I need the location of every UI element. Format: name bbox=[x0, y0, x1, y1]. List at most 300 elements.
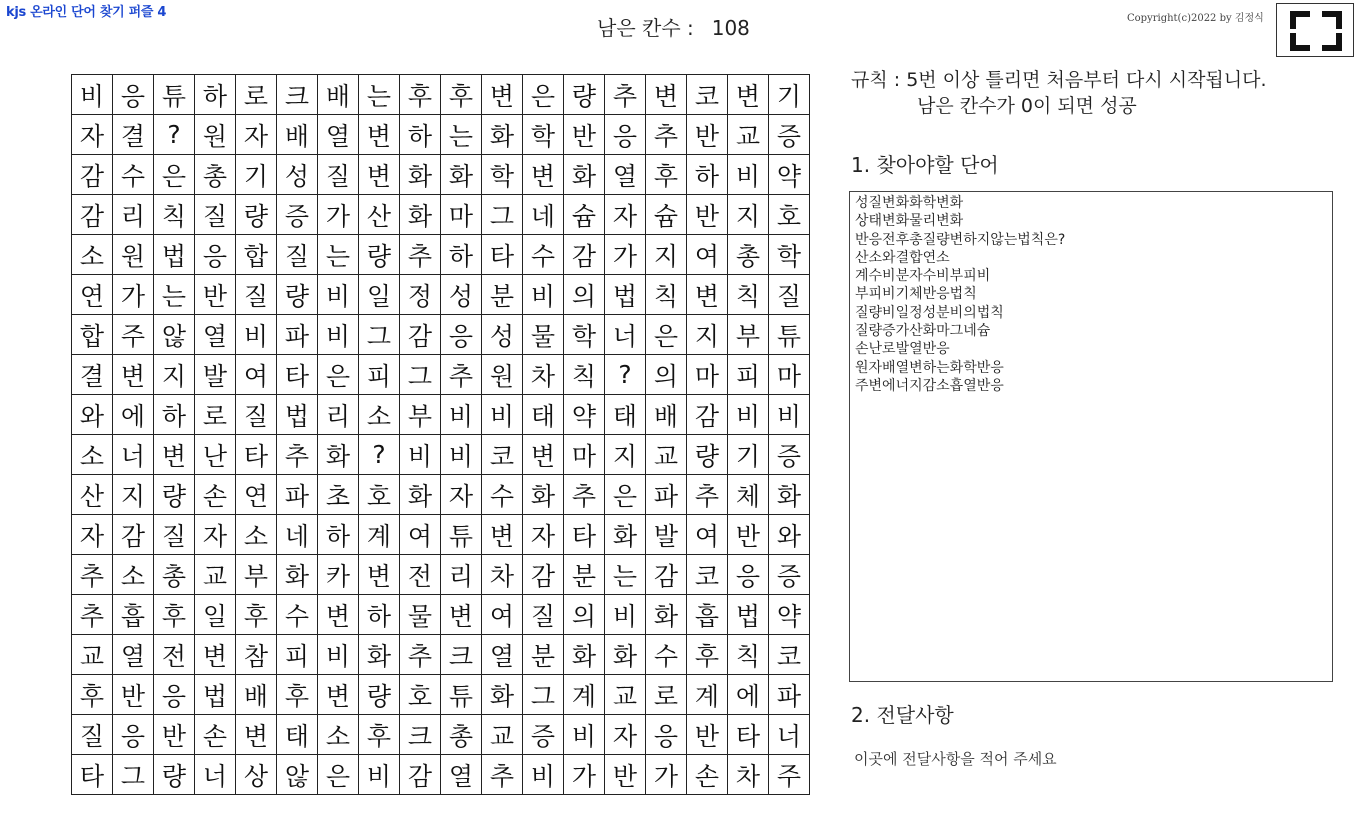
grid-cell[interactable]: 비 bbox=[359, 755, 400, 795]
grid-cell[interactable]: 그 bbox=[400, 355, 441, 395]
grid-cell[interactable]: 화 bbox=[400, 475, 441, 515]
grid-cell[interactable]: 칙 bbox=[728, 635, 769, 675]
grid-cell[interactable]: 추 bbox=[400, 635, 441, 675]
grid-cell[interactable]: 배 bbox=[318, 75, 359, 115]
grid-cell[interactable]: 발 bbox=[195, 355, 236, 395]
grid-cell[interactable]: 차 bbox=[482, 555, 523, 595]
grid-cell[interactable]: 반 bbox=[564, 115, 605, 155]
grid-cell[interactable]: 화 bbox=[400, 155, 441, 195]
grid-cell[interactable]: 질 bbox=[277, 235, 318, 275]
grid-cell[interactable]: 응 bbox=[113, 75, 154, 115]
grid-cell[interactable]: 발 bbox=[646, 515, 687, 555]
grid-cell[interactable]: 마 bbox=[769, 355, 810, 395]
grid-cell[interactable]: 비 bbox=[769, 395, 810, 435]
grid-cell[interactable]: 교 bbox=[605, 675, 646, 715]
grid-cell[interactable]: 지 bbox=[646, 235, 687, 275]
grid-cell[interactable]: ? bbox=[154, 115, 195, 155]
grid-cell[interactable]: 교 bbox=[195, 555, 236, 595]
grid-cell[interactable]: 마 bbox=[687, 355, 728, 395]
grid-cell[interactable]: 약 bbox=[564, 395, 605, 435]
grid-cell[interactable]: 전 bbox=[154, 635, 195, 675]
grid-cell[interactable]: 비 bbox=[318, 635, 359, 675]
grid-cell[interactable]: 추 bbox=[400, 235, 441, 275]
grid-cell[interactable]: 변 bbox=[318, 675, 359, 715]
grid-cell[interactable]: 화 bbox=[605, 515, 646, 555]
grid-cell[interactable]: 반 bbox=[154, 715, 195, 755]
grid-cell[interactable]: 반 bbox=[687, 715, 728, 755]
grid-cell[interactable]: 너 bbox=[195, 755, 236, 795]
grid-cell[interactable]: 량 bbox=[564, 75, 605, 115]
grid-cell[interactable]: 하 bbox=[441, 235, 482, 275]
grid-cell[interactable]: 변 bbox=[195, 635, 236, 675]
grid-cell[interactable]: 튜 bbox=[769, 315, 810, 355]
grid-cell[interactable]: 연 bbox=[72, 275, 113, 315]
grid-cell[interactable]: 호 bbox=[359, 475, 400, 515]
grid-cell[interactable]: 자 bbox=[441, 475, 482, 515]
grid-cell[interactable]: 않 bbox=[277, 755, 318, 795]
grid-cell[interactable]: 의 bbox=[646, 355, 687, 395]
grid-cell[interactable]: 추 bbox=[72, 595, 113, 635]
grid-cell[interactable]: 수 bbox=[482, 475, 523, 515]
grid-cell[interactable]: 배 bbox=[236, 675, 277, 715]
grid-cell[interactable]: 량 bbox=[687, 435, 728, 475]
grid-cell[interactable]: 질 bbox=[154, 515, 195, 555]
grid-cell[interactable]: 응 bbox=[728, 555, 769, 595]
grid-cell[interactable]: 피 bbox=[728, 355, 769, 395]
grid-cell[interactable]: 비 bbox=[441, 395, 482, 435]
grid-cell[interactable]: 손 bbox=[195, 715, 236, 755]
grid-cell[interactable]: 소 bbox=[318, 715, 359, 755]
grid-cell[interactable]: 소 bbox=[359, 395, 400, 435]
grid-cell[interactable]: 연 bbox=[236, 475, 277, 515]
grid-cell[interactable]: 원 bbox=[113, 235, 154, 275]
grid-cell[interactable]: 추 bbox=[441, 355, 482, 395]
grid-cell[interactable]: 수 bbox=[646, 635, 687, 675]
grid-cell[interactable]: 파 bbox=[769, 675, 810, 715]
grid-cell[interactable]: 성 bbox=[441, 275, 482, 315]
grid-cell[interactable]: 슘 bbox=[564, 195, 605, 235]
grid-cell[interactable]: ? bbox=[605, 355, 646, 395]
grid-cell[interactable]: 않 bbox=[154, 315, 195, 355]
grid-cell[interactable]: 슘 bbox=[646, 195, 687, 235]
grid-cell[interactable]: 하 bbox=[318, 515, 359, 555]
grid-cell[interactable]: 피 bbox=[359, 355, 400, 395]
grid-cell[interactable]: 리 bbox=[318, 395, 359, 435]
grid-cell[interactable]: 변 bbox=[646, 75, 687, 115]
grid-cell[interactable]: 자 bbox=[72, 115, 113, 155]
grid-cell[interactable]: 배 bbox=[646, 395, 687, 435]
grid-cell[interactable]: 응 bbox=[605, 115, 646, 155]
grid-cell[interactable]: 학 bbox=[769, 235, 810, 275]
grid-cell[interactable]: 부 bbox=[400, 395, 441, 435]
grid-cell[interactable]: 반 bbox=[605, 755, 646, 795]
grid-cell[interactable]: 열 bbox=[113, 635, 154, 675]
grid-cell[interactable]: 화 bbox=[482, 675, 523, 715]
grid-cell[interactable]: 변 bbox=[236, 715, 277, 755]
grid-cell[interactable]: 튜 bbox=[154, 75, 195, 115]
grid-cell[interactable]: 지 bbox=[605, 435, 646, 475]
grid-cell[interactable]: 변 bbox=[728, 75, 769, 115]
grid-cell[interactable]: 초 bbox=[318, 475, 359, 515]
grid-cell[interactable]: 튜 bbox=[441, 515, 482, 555]
grid-cell[interactable]: 화 bbox=[605, 635, 646, 675]
grid-cell[interactable]: 코 bbox=[482, 435, 523, 475]
grid-cell[interactable]: 칙 bbox=[728, 275, 769, 315]
grid-cell[interactable]: 화 bbox=[523, 475, 564, 515]
grid-cell[interactable]: 원 bbox=[482, 355, 523, 395]
grid-cell[interactable]: 법 bbox=[277, 395, 318, 435]
grid-cell[interactable]: 파 bbox=[277, 315, 318, 355]
grid-cell[interactable]: 교 bbox=[482, 715, 523, 755]
grid-cell[interactable]: 리 bbox=[113, 195, 154, 235]
grid-cell[interactable]: 반 bbox=[113, 675, 154, 715]
grid-cell[interactable]: 는 bbox=[441, 115, 482, 155]
grid-cell[interactable]: 결 bbox=[72, 355, 113, 395]
grid-cell[interactable]: 결 bbox=[113, 115, 154, 155]
grid-cell[interactable]: 감 bbox=[523, 555, 564, 595]
grid-cell[interactable]: 비 bbox=[236, 315, 277, 355]
grid-cell[interactable]: 후 bbox=[277, 675, 318, 715]
grid-cell[interactable]: 화 bbox=[564, 155, 605, 195]
grid-cell[interactable]: 호 bbox=[769, 195, 810, 235]
grid-cell[interactable]: 참 bbox=[236, 635, 277, 675]
grid-cell[interactable]: 화 bbox=[318, 435, 359, 475]
grid-cell[interactable]: 크 bbox=[277, 75, 318, 115]
fullscreen-button[interactable] bbox=[1276, 3, 1354, 57]
grid-cell[interactable]: 분 bbox=[564, 555, 605, 595]
grid-cell[interactable]: 후 bbox=[154, 595, 195, 635]
grid-cell[interactable]: 감 bbox=[72, 195, 113, 235]
grid-cell[interactable]: 손 bbox=[687, 755, 728, 795]
grid-cell[interactable]: 질 bbox=[236, 275, 277, 315]
grid-cell[interactable]: 감 bbox=[400, 755, 441, 795]
grid-cell[interactable]: 일 bbox=[195, 595, 236, 635]
grid-cell[interactable]: 가 bbox=[646, 755, 687, 795]
grid-cell[interactable]: 분 bbox=[523, 635, 564, 675]
grid-cell[interactable]: 는 bbox=[154, 275, 195, 315]
grid-cell[interactable]: 가 bbox=[113, 275, 154, 315]
grid-cell[interactable]: 타 bbox=[236, 435, 277, 475]
grid-cell[interactable]: 자 bbox=[605, 195, 646, 235]
grid-cell[interactable]: 태 bbox=[523, 395, 564, 435]
grid-cell[interactable]: 화 bbox=[400, 195, 441, 235]
grid-cell[interactable]: 감 bbox=[646, 555, 687, 595]
grid-cell[interactable]: 지 bbox=[113, 475, 154, 515]
grid-cell[interactable]: 성 bbox=[482, 315, 523, 355]
grid-cell[interactable]: 는 bbox=[318, 235, 359, 275]
grid-cell[interactable]: 감 bbox=[564, 235, 605, 275]
grid-cell[interactable]: 하 bbox=[687, 155, 728, 195]
grid-cell[interactable]: 여 bbox=[236, 355, 277, 395]
grid-cell[interactable]: 열 bbox=[605, 155, 646, 195]
grid-cell[interactable]: 증 bbox=[769, 555, 810, 595]
grid-cell[interactable]: 후 bbox=[72, 675, 113, 715]
grid-cell[interactable]: 튜 bbox=[441, 675, 482, 715]
grid-cell[interactable]: 반 bbox=[728, 515, 769, 555]
grid-cell[interactable]: 질 bbox=[195, 195, 236, 235]
grid-cell[interactable]: 교 bbox=[728, 115, 769, 155]
grid-cell[interactable]: 열 bbox=[318, 115, 359, 155]
grid-cell[interactable]: 교 bbox=[646, 435, 687, 475]
grid-cell[interactable]: 타 bbox=[728, 715, 769, 755]
grid-cell[interactable]: 지 bbox=[154, 355, 195, 395]
grid-cell[interactable]: 량 bbox=[359, 235, 400, 275]
grid-cell[interactable]: 감 bbox=[113, 515, 154, 555]
grid-cell[interactable]: 계 bbox=[359, 515, 400, 555]
grid-cell[interactable]: 가 bbox=[605, 235, 646, 275]
grid-cell[interactable]: 체 bbox=[728, 475, 769, 515]
grid-cell[interactable]: 합 bbox=[72, 315, 113, 355]
grid-cell[interactable]: 변 bbox=[523, 435, 564, 475]
grid-cell[interactable]: 총 bbox=[154, 555, 195, 595]
grid-cell[interactable]: 그 bbox=[113, 755, 154, 795]
grid-cell[interactable]: 자 bbox=[523, 515, 564, 555]
grid-cell[interactable]: 화 bbox=[646, 595, 687, 635]
grid-cell[interactable]: 분 bbox=[482, 275, 523, 315]
grid-cell[interactable]: 후 bbox=[359, 715, 400, 755]
grid-cell[interactable]: 수 bbox=[113, 155, 154, 195]
grid-cell[interactable]: 하 bbox=[400, 115, 441, 155]
grid-cell[interactable]: 너 bbox=[113, 435, 154, 475]
grid-cell[interactable]: 응 bbox=[195, 235, 236, 275]
grid-cell[interactable]: 하 bbox=[359, 595, 400, 635]
grid-cell[interactable]: 기 bbox=[236, 155, 277, 195]
grid-cell[interactable]: 추 bbox=[72, 555, 113, 595]
grid-cell[interactable]: 타 bbox=[72, 755, 113, 795]
grid-cell[interactable]: 감 bbox=[687, 395, 728, 435]
grid-cell[interactable]: 타 bbox=[564, 515, 605, 555]
grid-cell[interactable]: 추 bbox=[646, 115, 687, 155]
grid-cell[interactable]: 여 bbox=[400, 515, 441, 555]
grid-cell[interactable]: 자 bbox=[236, 115, 277, 155]
grid-cell[interactable]: 흡 bbox=[113, 595, 154, 635]
grid-cell[interactable]: 부 bbox=[236, 555, 277, 595]
grid-cell[interactable]: 변 bbox=[482, 75, 523, 115]
grid-cell[interactable]: 물 bbox=[523, 315, 564, 355]
grid-cell[interactable]: 증 bbox=[769, 435, 810, 475]
grid-cell[interactable]: 변 bbox=[318, 595, 359, 635]
grid-cell[interactable]: 반 bbox=[687, 195, 728, 235]
grid-cell[interactable]: 칙 bbox=[564, 355, 605, 395]
grid-cell[interactable]: 소 bbox=[113, 555, 154, 595]
grid-cell[interactable]: 일 bbox=[359, 275, 400, 315]
grid-cell[interactable]: 코 bbox=[687, 75, 728, 115]
grid-cell[interactable]: 변 bbox=[523, 155, 564, 195]
grid-cell[interactable]: 여 bbox=[687, 235, 728, 275]
grid-cell[interactable]: 소 bbox=[236, 515, 277, 555]
grid-cell[interactable]: 비 bbox=[564, 715, 605, 755]
grid-cell[interactable]: 원 bbox=[195, 115, 236, 155]
grid-cell[interactable]: 마 bbox=[564, 435, 605, 475]
grid-cell[interactable]: 비 bbox=[605, 595, 646, 635]
grid-cell[interactable]: 응 bbox=[154, 675, 195, 715]
grid-cell[interactable]: 후 bbox=[646, 155, 687, 195]
grid-cell[interactable]: 자 bbox=[605, 715, 646, 755]
grid-cell[interactable]: 호 bbox=[400, 675, 441, 715]
grid-cell[interactable]: 량 bbox=[359, 675, 400, 715]
grid-cell[interactable]: 변 bbox=[687, 275, 728, 315]
grid-cell[interactable]: 총 bbox=[441, 715, 482, 755]
grid-cell[interactable]: 하 bbox=[195, 75, 236, 115]
grid-cell[interactable]: 수 bbox=[277, 595, 318, 635]
grid-cell[interactable]: 반 bbox=[687, 115, 728, 155]
grid-cell[interactable]: 비 bbox=[318, 315, 359, 355]
grid-cell[interactable]: 합 bbox=[236, 235, 277, 275]
grid-cell[interactable]: 화 bbox=[277, 555, 318, 595]
grid-cell[interactable]: 소 bbox=[72, 435, 113, 475]
grid-cell[interactable]: 난 bbox=[195, 435, 236, 475]
grid-cell[interactable]: 교 bbox=[72, 635, 113, 675]
grid-cell[interactable]: 총 bbox=[728, 235, 769, 275]
grid-cell[interactable]: 은 bbox=[605, 475, 646, 515]
grid-cell[interactable]: 감 bbox=[72, 155, 113, 195]
grid-cell[interactable]: 후 bbox=[441, 75, 482, 115]
grid-cell[interactable]: 자 bbox=[195, 515, 236, 555]
grid-cell[interactable]: 변 bbox=[441, 595, 482, 635]
grid-cell[interactable]: 그 bbox=[359, 315, 400, 355]
grid-cell[interactable]: 흡 bbox=[687, 595, 728, 635]
grid-cell[interactable]: 은 bbox=[646, 315, 687, 355]
grid-cell[interactable]: 량 bbox=[277, 275, 318, 315]
grid-cell[interactable]: 후 bbox=[236, 595, 277, 635]
grid-cell[interactable]: 차 bbox=[523, 355, 564, 395]
grid-cell[interactable]: 하 bbox=[154, 395, 195, 435]
grid-cell[interactable]: 물 bbox=[400, 595, 441, 635]
grid-cell[interactable]: 증 bbox=[523, 715, 564, 755]
grid-cell[interactable]: 리 bbox=[441, 555, 482, 595]
grid-cell[interactable]: 로 bbox=[195, 395, 236, 435]
grid-cell[interactable]: 성 bbox=[277, 155, 318, 195]
grid-cell[interactable]: 량 bbox=[236, 195, 277, 235]
grid-cell[interactable]: 약 bbox=[769, 595, 810, 635]
grid-cell[interactable]: 열 bbox=[441, 755, 482, 795]
grid-cell[interactable]: 학 bbox=[482, 155, 523, 195]
grid-cell[interactable]: 카 bbox=[318, 555, 359, 595]
grid-cell[interactable]: 코 bbox=[769, 635, 810, 675]
grid-cell[interactable]: 응 bbox=[646, 715, 687, 755]
grid-cell[interactable]: 비 bbox=[523, 275, 564, 315]
grid-cell[interactable]: 후 bbox=[687, 635, 728, 675]
grid-cell[interactable]: 태 bbox=[605, 395, 646, 435]
grid-cell[interactable]: 와 bbox=[769, 515, 810, 555]
grid-cell[interactable]: 약 bbox=[769, 155, 810, 195]
grid-cell[interactable]: 부 bbox=[728, 315, 769, 355]
grid-cell[interactable]: 소 bbox=[72, 235, 113, 275]
grid-cell[interactable]: 자 bbox=[72, 515, 113, 555]
grid-cell[interactable]: 타 bbox=[482, 235, 523, 275]
grid-cell[interactable]: 비 bbox=[728, 395, 769, 435]
grid-cell[interactable]: 주 bbox=[113, 315, 154, 355]
grid-cell[interactable]: 비 bbox=[523, 755, 564, 795]
grid-cell[interactable]: 는 bbox=[359, 75, 400, 115]
grid-cell[interactable]: 비 bbox=[441, 435, 482, 475]
grid-cell[interactable]: 변 bbox=[359, 555, 400, 595]
grid-cell[interactable]: 변 bbox=[154, 435, 195, 475]
grid-cell[interactable]: 반 bbox=[195, 275, 236, 315]
grid-cell[interactable]: 태 bbox=[277, 715, 318, 755]
grid-cell[interactable]: 추 bbox=[277, 435, 318, 475]
grid-cell[interactable]: 칙 bbox=[154, 195, 195, 235]
grid-cell[interactable]: 비 bbox=[72, 75, 113, 115]
grid-cell[interactable]: 는 bbox=[605, 555, 646, 595]
grid-cell[interactable]: 산 bbox=[359, 195, 400, 235]
grid-cell[interactable]: 응 bbox=[441, 315, 482, 355]
grid-cell[interactable]: 화 bbox=[441, 155, 482, 195]
grid-cell[interactable]: 증 bbox=[277, 195, 318, 235]
grid-cell[interactable]: 계 bbox=[564, 675, 605, 715]
grid-cell[interactable]: 기 bbox=[769, 75, 810, 115]
grid-cell[interactable]: 크 bbox=[400, 715, 441, 755]
grid-cell[interactable]: 추 bbox=[605, 75, 646, 115]
grid-cell[interactable]: 로 bbox=[646, 675, 687, 715]
grid-cell[interactable]: 와 bbox=[72, 395, 113, 435]
grid-cell[interactable]: 산 bbox=[72, 475, 113, 515]
grid-cell[interactable]: 감 bbox=[400, 315, 441, 355]
grid-cell[interactable]: 추 bbox=[564, 475, 605, 515]
grid-cell[interactable]: 기 bbox=[728, 435, 769, 475]
grid-cell[interactable]: 지 bbox=[728, 195, 769, 235]
grid-cell[interactable]: 여 bbox=[687, 515, 728, 555]
grid-cell[interactable]: 법 bbox=[154, 235, 195, 275]
grid-cell[interactable]: 너 bbox=[605, 315, 646, 355]
grid-cell[interactable]: 비 bbox=[728, 155, 769, 195]
grid-cell[interactable]: 변 bbox=[482, 515, 523, 555]
grid-cell[interactable]: 질 bbox=[769, 275, 810, 315]
grid-cell[interactable]: 법 bbox=[605, 275, 646, 315]
grid-cell[interactable]: 비 bbox=[482, 395, 523, 435]
grid-cell[interactable]: 의 bbox=[564, 275, 605, 315]
grid-cell[interactable]: 응 bbox=[113, 715, 154, 755]
grid-cell[interactable]: 주 bbox=[769, 755, 810, 795]
grid-cell[interactable]: 추 bbox=[687, 475, 728, 515]
grid-cell[interactable]: 은 bbox=[318, 755, 359, 795]
grid-cell[interactable]: 증 bbox=[769, 115, 810, 155]
grid-cell[interactable]: 화 bbox=[359, 635, 400, 675]
grid-cell[interactable]: 배 bbox=[277, 115, 318, 155]
grid-cell[interactable]: 그 bbox=[482, 195, 523, 235]
grid-cell[interactable]: 로 bbox=[236, 75, 277, 115]
grid-cell[interactable]: 에 bbox=[728, 675, 769, 715]
grid-cell[interactable]: 너 bbox=[769, 715, 810, 755]
grid-cell[interactable]: 마 bbox=[441, 195, 482, 235]
grid-cell[interactable]: 량 bbox=[154, 755, 195, 795]
grid-cell[interactable]: 비 bbox=[400, 435, 441, 475]
grid-cell[interactable]: 총 bbox=[195, 155, 236, 195]
grid-cell[interactable]: 피 bbox=[277, 635, 318, 675]
grid-cell[interactable]: 정 bbox=[400, 275, 441, 315]
grid-cell[interactable]: 학 bbox=[523, 115, 564, 155]
grid-cell[interactable]: 계 bbox=[687, 675, 728, 715]
grid-cell[interactable]: 질 bbox=[72, 715, 113, 755]
grid-cell[interactable]: 상 bbox=[236, 755, 277, 795]
grid-cell[interactable]: 질 bbox=[236, 395, 277, 435]
grid-cell[interactable]: 변 bbox=[359, 155, 400, 195]
grid-cell[interactable]: 가 bbox=[318, 195, 359, 235]
grid-cell[interactable]: 은 bbox=[154, 155, 195, 195]
grid-cell[interactable]: 변 bbox=[359, 115, 400, 155]
grid-cell[interactable]: 전 bbox=[400, 555, 441, 595]
grid-cell[interactable]: 네 bbox=[277, 515, 318, 555]
grid-cell[interactable]: 손 bbox=[195, 475, 236, 515]
grid-cell[interactable]: 학 bbox=[564, 315, 605, 355]
grid-cell[interactable]: 은 bbox=[523, 75, 564, 115]
grid-cell[interactable]: 코 bbox=[687, 555, 728, 595]
grid-cell[interactable]: 질 bbox=[523, 595, 564, 635]
grid-cell[interactable]: 크 bbox=[441, 635, 482, 675]
grid-cell[interactable]: 화 bbox=[769, 475, 810, 515]
grid-cell[interactable]: 칙 bbox=[646, 275, 687, 315]
grid-cell[interactable]: 수 bbox=[523, 235, 564, 275]
